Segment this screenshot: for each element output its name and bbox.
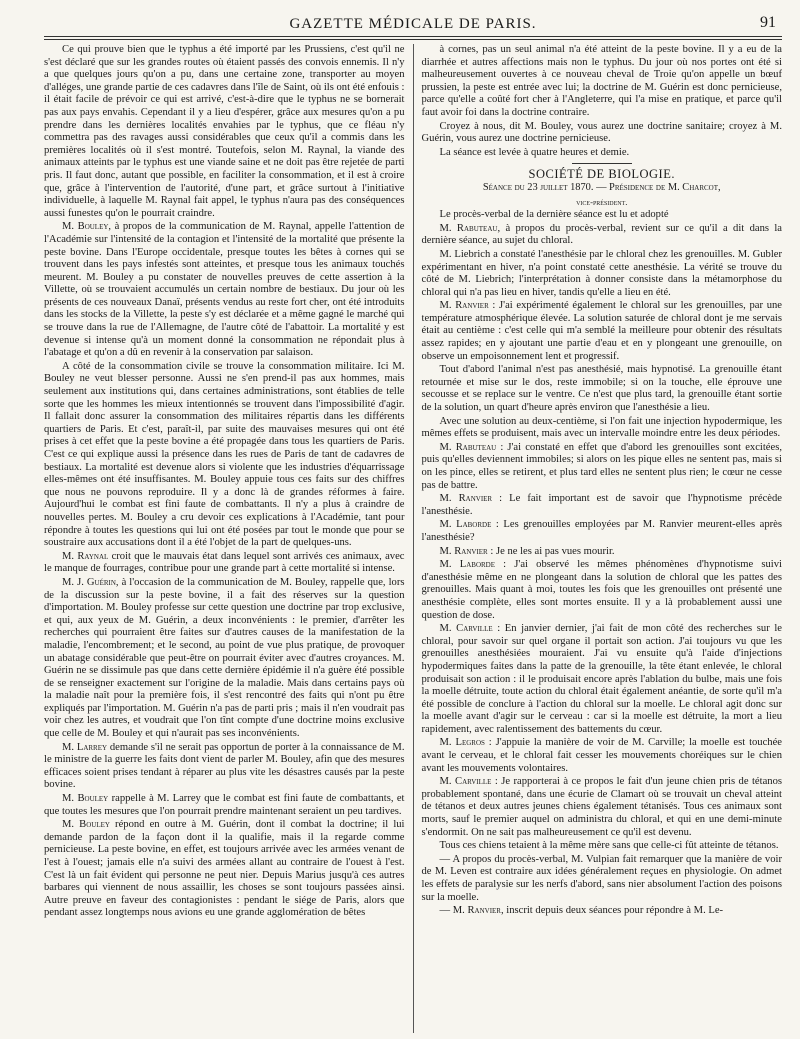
paragraph: [422, 209, 783, 222]
paragraph-text: — A propos du procès-verbal, M. Vulpian fait remarquer que la manière de voir de M. Leven est contraire aux idées généralement reçues en physiologie. On admet les effets de paralysie sur les nerfs d'abord, sans nier absolument l'action des poisons sur la moelle.: [421, 853, 782, 903]
speaker-name: M. Legros: [439, 737, 485, 749]
president-role: vice-président.: [576, 196, 628, 207]
speaker-name: M. Rabuteau: [439, 441, 497, 453]
speaker-name: M. J. Guérin: [62, 576, 116, 588]
paragraph: [44, 361, 405, 550]
left-column: [44, 44, 413, 1033]
section-divider: [572, 163, 632, 164]
paragraph-text: Le procès-verbal de la dernière séance est lu et adopté: [439, 209, 669, 221]
speaker-name: M. Laborde: [439, 559, 495, 571]
paragraph-text: , à propos de la communication de M. Raynal, appelle l'attention de l'Académie sur l'intensité de la contagion et l'intensité de la mortalité que présente la peste bovine. Dans l'Europe occidentale, presque toutes les bêtes à cornes qui se trouvent dans les pays infestés sont atteintes, et presque tous les animaux touchés meurent. M. Bouley a pu constater de nouvelles preuves de cette assertion à la Villette, où se trouvaient accumulés un certain nombre de bestiaux. Du jour où les présents de ces nouveaux Danaï, présents vendus au reste fort cher, ont été introduits dans les stocks de la Villette, la peste s'y est déclarée et a même gagné le marché qui se trouve dans la rue de l'Allemagne, de l'autre côté de l'abattoir. La mortalité y est devenue si intense qu'à un moment donné la consommation ne répondait plus à l'abatage et qu'on a dû en revenir à la conservation par salaison.: [44, 221, 405, 359]
paragraph-text: M. Liebrich a constaté l'anesthésie par le chloral chez les grenouilles. M. Gubler expérimentant en hiver, n'a point constaté cette anesthésie. La vérité se trouve du côté de M. Liebrich; l'interprétation à donner consiste dans la métamorphose du chloral qui n'a pas lieu en hiver, tandis qu'elle a lieu en été.: [421, 248, 782, 298]
paragraph-text: : Les grenouilles employées par M. Ranvier meurent-elles après l'anesthésie?: [421, 519, 782, 543]
paragraph: [422, 776, 783, 839]
paragraph: [422, 121, 783, 146]
paragraph: [422, 416, 783, 441]
section-title: SOCIÉTÉ DE BIOLOGIE.: [528, 167, 675, 182]
speaker-name: M. Ranvier: [439, 493, 493, 505]
paragraph: [422, 300, 783, 363]
paragraph: [422, 249, 783, 299]
speaker-name: M. Bouley: [62, 819, 110, 831]
page-header: [44, 14, 782, 34]
paragraph-text: rappelle à M. Larrey que le combat est fini faute de combattants, et que toutes les mesures que l'on pourrait prendre maintenant seraient un peu tardives.: [44, 793, 405, 817]
paragraph-text: Tous ces chiens tetaient à la même mère sans que celle-ci fût atteinte de tétanos.: [439, 840, 779, 852]
paragraph: [422, 223, 783, 248]
paragraph-text: : Je rapporterai à ce propos le fait d'un jeune chien pris de tétanos probablement spontané, dans une écurie de Clamart où se trouvait un cheval atteint de tétanos et deux autres jeunes chiens également tétanisés. Tous ces animaux sont morts, sauf le premier auquel on administra du chloral, et qui en une demi-minute s'endormit. On ne sait pas malheureusement ce qu'il est devenu.: [421, 776, 782, 838]
paragraph-text: : Je ne les ai pas vues mourir.: [487, 545, 615, 557]
header-rule: [44, 36, 782, 37]
speaker-name: M. Laborde: [439, 519, 492, 531]
paragraph-text: Croyez à nous, dit M. Bouley, vous aurez une doctrine sanitaire; croyez à M. Guérin, vous aurez une doctrine pernicieuse.: [421, 120, 782, 145]
paragraph-text: : J'ai expérimenté également le chloral sur les grenouilles, par une température atmosphérique élevée. La solution saturée de chloral dont je me servais était au centième : c'est celle qui m'a semblé la meilleure pour obtenir des résultats assez rapides; en y ajoutant une partie d'eau et en y plongeant une grenouille, on observe un empoisonnement lent et progressif.: [421, 300, 782, 362]
page-number: 91: [760, 14, 776, 31]
paragraph-text: croit que le mauvais état dans lequel sont arrivés ces animaux, avec le manque de fourrages, contribue pour une grande part à cette mortalité si intense.: [44, 550, 405, 575]
paragraph: [44, 819, 405, 920]
paragraph-text: Ce qui prouve bien que le typhus a été importé par les Prussiens, c'est qu'il ne s'est déclaré que sur les grandes routes où étaient passés des convois ennemis. Il n'y a que quelques jours qu'on a pu, dans une certaine zone, transporter au moyen d'alléges, une grande partie de ces cadavres dans l'île de Saint, où ils ont été enfouis : il était facile de prévoir ce qui est arrivé, c'est-à-dire que le typhus ne se bornerait pas aux pays envahis. Cependant il y a lieu d'espérer, grâce aux mesures qu'on a pu prendre dans les dernières localités envahies par le typhus, que ce fléau n'y commettra pas des ravages aussi considérables que ceux qu'il a commis dans les premières localités où il s'est montré. Toutefois, selon M. Raynal, la viande des animaux atteints par le typhus est une viande saine et ne doit pas être rejetée de parti pris. Il faut donc, autant que possible, en faciliter la consommation, et il est à croire que, grâce à l'intervention de l'autorité, d'une part, et grâce surtout à l'initiative individuelle, à laquelle M. Raynal fait appel, le typhus n'aura pas des conséquences aussi funestes qu'on le pourrait craindre.: [44, 44, 405, 219]
paragraph: [44, 44, 405, 220]
paragraph-text: , inscrit depuis deux séances pour répondre à M. Le-: [500, 905, 724, 917]
session-line: Séance du 23 juillet 1870. — Présidence de M. Charcot,: [482, 181, 721, 193]
paragraph: [44, 551, 405, 576]
paragraph-text: : J'ai constaté en effet que d'abord les grenouilles sont excitées, puis qu'elles deviennent immobiles; si alors on les pique elles ne sentent pas, mais si on les pince, elles se retirent, et plus tard elles ne sentent plus rien; le cœur ne cesse pas de battre.: [421, 441, 782, 491]
paragraph-text: à cornes, pas un seul animal n'a été atteint de la peste bovine. Il y a eu de la diarrhée et autres affections mais non le typhus. Du jour où nos portes ont été si malheureusement ouvertes à ce nouveau cheval de Troie qu'on appelle un bœuf prussien, la peste est entrée avec lui; la doctrine de M. Guérin est donc pernicieuse, parce qu'elle a coûté fort cher à l'Angleterre, qui l'a mise en pratique, et parce qu'il faut avoir foi dans la doctrine contraire.: [421, 44, 782, 118]
speaker-name: M. Ranvier: [439, 300, 489, 312]
right-column-top: [422, 44, 783, 159]
paragraph-text: répond en outre à M. Guérin, dont il combat la doctrine; il lui demande pardon de la façon dont il la qualifie, mais il la regarde comme pernicieuse. La peste bovine, en effet, est toujours arrivée avec les armées venant de l'est à l'ouest; jamais elle n'a suivi des armées allant au contraire de l'ouest à l'est. C'est là un fait évident qui personne ne peut nier. Depuis Marius jusqu'à ces autres barbares qui viennent de nous assaillir, les choses se sont toujours passées ainsi. Autre preuve en faveur des contagionistes : pendant le siége de Paris, alors que pendant assez longtemps nous avions eu une grande agglomération de bêtes: [44, 819, 405, 919]
paragraph-text: , à propos du procès-verbal, revient sur ce qu'il a dit dans la dernière séance, au sujet du chloral.: [421, 222, 782, 247]
paragraph: [422, 559, 783, 622]
paragraph: [422, 442, 783, 492]
speaker-name: — M. Ranvier: [439, 905, 501, 917]
speaker-name: M. Carville: [439, 776, 492, 788]
paragraph: [422, 737, 783, 775]
paragraph: [422, 147, 783, 160]
paragraph-text: A côté de la consommation civile se trouve la consommation militaire. Ici M. Bouley ne veut blesser personne. Aussi ne s'en prend-il pas aux hommes, mais seulement aux institutions qui, dans certaines administrations, sont établies de telle sorte que les hommes les mieux intentionnés se trouvent dans l'impossibilité d'agir. Il fallait donc assurer la consommation des militaires répartis dans les différents quartiers de Paris. Et c'est, paraît-il, par suite des mauvaises mesures qui ont été prises à cet effet que la peste bovine a été propagée dans tous les quartiers de Paris. C'est ce qui explique aussi la présence dans les rues de Paris de tant de cadavres de bestiaux. La mortalité est devenue alors si violente que les industries d'équarrissage elles-mêmes ont été insuffisantes. M. Bouley appuie tous ces faits sur des chiffres que nous ne pouvons reproduire. Il y a donc là de grandes réformes à faire. Aujourd'hui le combat est fini faute de combattants. Il n'y a plus à craindre de nouvelles pertes. M. Bouley a cru devoir ces explications à l'Académie, tant pour répondre à toutes les questions qui lui ont été posées par tout le monde que pour se soustraire aux accusations dont il a été l'objet de la part de quelques-uns.: [44, 360, 405, 549]
speaker-name: M. Larrey: [62, 741, 108, 753]
paragraph: [44, 221, 405, 360]
paragraph-text: Avec une solution au deux-centième, si l'on fait une injection hypodermique, les mêmes effets se produisent, mais avec un intervalle moindre entre les deux périodes.: [421, 415, 782, 440]
paragraph-text: Tout d'abord l'animal n'est pas anesthésié, mais hypnotisé. La grenouille étant retournée et mise sur le dos, reste immobile; si on la touche, elle éprouve une secousse et se replace sur le ventre. Ce n'est que plus tard, la grenouille étant sortie de la solution, un quart d'heure après environ que l'anesthésie a lieu.: [421, 364, 782, 414]
paragraph-text: La séance est levée à quatre heures et demie.: [439, 146, 630, 158]
paragraph: [422, 493, 783, 518]
paragraph: [422, 840, 783, 853]
speaker-name: M. Rabuteau: [439, 222, 498, 234]
paragraph: [44, 742, 405, 792]
right-column: [414, 44, 783, 1033]
paragraph-text: : J'appuie la manière de voir de M. Carville; la moelle est touchée avant le cerveau, et le chloral fait cesser les mouvements choréiques sur le chien avant les mouvements volontaires.: [421, 737, 782, 774]
speaker-name: M. Raynal: [62, 550, 109, 562]
paragraph: [422, 905, 783, 918]
paragraph: [422, 854, 783, 904]
paragraph-text: : En janvier dernier, j'ai fait de mon côté des recherches sur le chloral, pour savoir sur quel organe il portait son action. J'ai toujours vu que les grenouilles anesthésiées mouraient. J'ai vu ensuite qu'à l'aide d'injections hypodermiques faites dans la patte de la grenouille, la tête étant enlevée, le chloral produisait son action : il le produisait encore après l'ablation du bulbe, mais une fois la moelle détruite, toute action du chloral était également anéantie, de sorte qu'il m'a été possible de conclure à l'action du chloral sur la moelle. Le chloral agit donc sur la moelle avant d'agir sur le cerveau : car si la moelle est détruite, la mort a lieu rapidement, avec ralentissement des battements du cœur.: [421, 623, 782, 735]
speaker-name: M. Bouley: [62, 793, 109, 805]
paragraph: [422, 623, 783, 736]
paragraph-text: demande s'il ne serait pas opportun de porter à la connaissance de M. le ministre de la guerre les faits dont vient de parler M. Bouley, afin que des mesures efficaces soient prises tendant à réparer au plus vite les désastres causés par la peste bovine.: [44, 741, 405, 791]
paragraph: [44, 577, 405, 741]
paragraph: [422, 44, 783, 120]
paragraph-text: : Le fait important est de savoir que l'hypnotisme précède l'anesthésie.: [421, 493, 782, 517]
journal-title: GAZETTE MÉDICALE DE PARIS.: [289, 16, 537, 32]
speaker-name: M. Carville: [439, 623, 493, 635]
speaker-name: M. Ranvier: [439, 545, 488, 557]
paragraph: [422, 546, 783, 559]
text-columns: [44, 44, 782, 1033]
paragraph: [422, 519, 783, 544]
paragraph: [44, 793, 405, 818]
right-column-body: [422, 209, 783, 918]
paragraph: [422, 364, 783, 414]
paragraph-text: : J'ai observé les mêmes phénomènes d'hypnotisme suivi d'anesthésie même en ne plongeant dans la solution de chloral que les pattes des grenouilles. Mais quant à moi, toutes les fois que les grenouilles ont présenté une anesthésie complète, elles sont mortes ensuite. Il y a là probablement aussi une question de dose.: [421, 559, 782, 621]
header-rule-double: [44, 39, 782, 40]
speaker-name: M. Bouley: [62, 221, 109, 233]
paragraph-text: , à l'occasion de la communication de M. Bouley, rappelle que, lors de la discussion sur la peste bovine, il a fait des réserves sur la question d'importation. M. Bouley professe sur cette question une doctrine par trop exclusive, et qui, aux yeux de M. Guérin, a deux inconvénients : le premier, d'arrêter les recherches qui pourraient être faites sur d'autres causes de la manifestation de la maladie, l'encombrement; et le second, au point de vue plus pratique, de provoquer un abatage considérable que peut-être on pourrait éviter avec d'autres croyances. M. Guérin ne se dissimule pas que dans cette dernière épidémie il n'a guère été possible de se renseigner exactement sur l'origine de la maladie. Mais dans certains pays où la maladie naît pour la première fois, il s'est rencontré des faits qui n'ont pu être expliqués par l'importation. M. Guérin n'a pas de parti pris ; mais il n'en voudrait pas voir chez les autres, et voudrait que l'on tînt compte d'une doctrine moins exclusive que celle de M. Bouley et qui n'aurait pas ses inconvénients.: [44, 576, 405, 740]
